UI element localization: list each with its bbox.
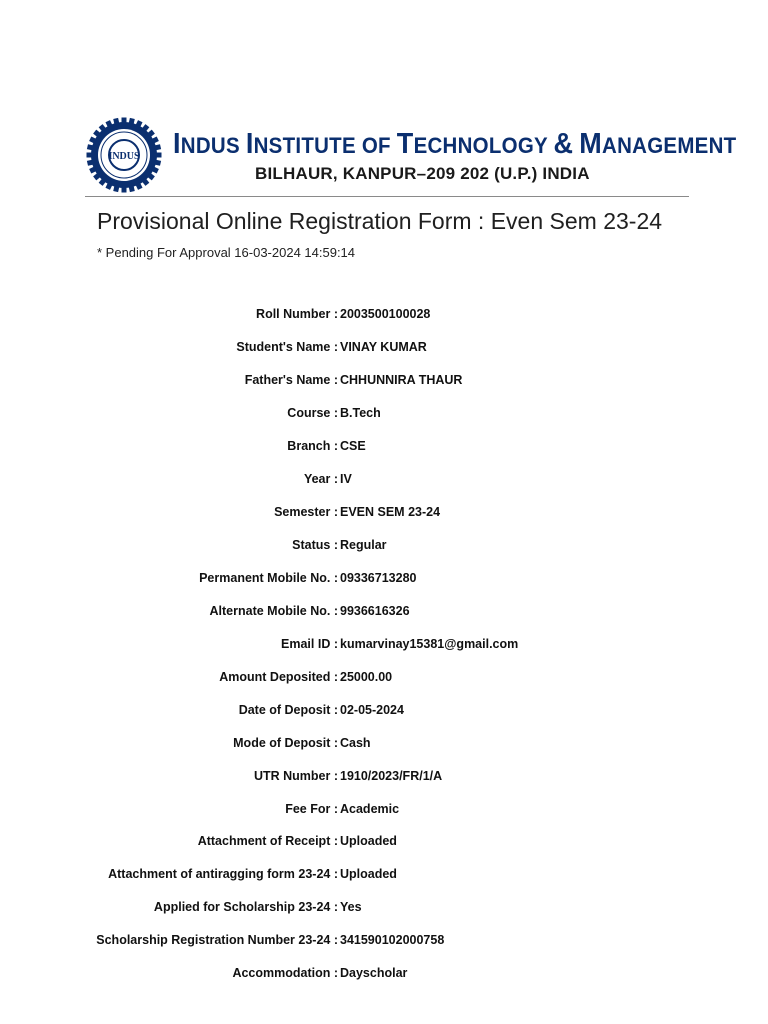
field-label: Semester : — [274, 505, 338, 520]
field-value: 2003500100028 — [340, 307, 431, 322]
registration-details — [0, 298, 768, 990]
field-label: Roll Number : — [256, 307, 338, 322]
field-label: Student's Name : — [236, 340, 338, 355]
field-value: kumarvinay15381@gmail.com — [340, 636, 519, 651]
field-value: 1910/2023/FR/1/A — [340, 768, 443, 783]
field-value: IV — [340, 472, 352, 487]
field-value: 02-05-2024 — [340, 702, 404, 717]
header-divider — [85, 196, 689, 197]
field-row — [0, 463, 768, 496]
field-label: Attachment of antiragging form 23-24 : — [108, 867, 338, 882]
field-row — [0, 825, 768, 858]
field-row — [0, 594, 768, 627]
field-label: Course : — [287, 406, 338, 421]
field-label: Permanent Mobile No. : — [199, 570, 338, 585]
institute-header — [85, 116, 737, 196]
field-row — [0, 562, 768, 595]
svg-text:INDUS: INDUS — [108, 151, 140, 162]
field-value: 341590102000758 — [340, 933, 445, 948]
field-value: EVEN SEM 23-24 — [340, 505, 441, 520]
field-row — [0, 364, 768, 397]
field-row — [0, 924, 768, 957]
field-row — [0, 726, 768, 759]
approval-status-note: * Pending For Approval 16-03-2024 14:59:14 — [97, 245, 356, 260]
field-label: Attachment of Receipt : — [197, 834, 338, 849]
field-value: Yes — [340, 900, 362, 915]
field-label: Branch : — [287, 439, 338, 454]
field-row — [0, 529, 768, 562]
field-value: B.Tech — [340, 406, 381, 421]
field-value: VINAY KUMAR — [340, 340, 427, 355]
field-row — [0, 660, 768, 693]
field-row — [0, 957, 768, 990]
field-value: 9936616326 — [340, 603, 410, 618]
field-label: Father's Name : — [244, 373, 338, 388]
field-label: Amount Deposited : — [219, 669, 338, 684]
field-label: Date of Deposit : — [238, 702, 338, 717]
field-row — [0, 430, 768, 463]
field-value: Academic — [340, 801, 400, 816]
field-value: CHHUNNIRA THAUR — [340, 373, 463, 388]
field-value: Dayscholar — [340, 966, 408, 981]
field-row — [0, 627, 768, 660]
field-row — [0, 858, 768, 891]
field-row — [0, 397, 768, 430]
field-value: Uploaded — [340, 867, 397, 882]
field-row — [0, 331, 768, 364]
field-label: Accommodation : — [232, 966, 338, 981]
institute-name: INDUS INSTITUTE OF TECHNOLOGY & MANAGEMENT — [173, 128, 737, 160]
field-label: Alternate Mobile No. : — [209, 603, 338, 618]
field-value: 25000.00 — [340, 669, 393, 684]
field-value: Regular — [340, 538, 387, 553]
field-value: Cash — [340, 735, 371, 750]
field-row — [0, 792, 768, 825]
field-row — [0, 298, 768, 331]
field-label: Scholarship Registration Number 23-24 : — [96, 933, 338, 948]
institute-seal-logo — [85, 116, 163, 194]
field-row — [0, 496, 768, 529]
field-label: Mode of Deposit : — [233, 735, 338, 750]
field-value: CSE — [340, 439, 366, 454]
field-row — [0, 891, 768, 924]
field-value: 09336713280 — [340, 570, 417, 585]
field-label: Status : — [292, 538, 338, 553]
field-label: Email ID : — [281, 636, 338, 651]
field-value: Uploaded — [340, 834, 397, 849]
form-title: Provisional Online Registration Form : Even Sem 23-24 — [97, 208, 663, 234]
field-label: Applied for Scholarship 23-24 : — [153, 900, 338, 915]
field-row — [0, 693, 768, 726]
field-label: Fee For : — [285, 801, 338, 816]
field-label: Year : — [303, 472, 338, 487]
institute-address: BILHAUR, KANPUR–209 202 (U.P.) INDIA — [255, 164, 590, 183]
field-label: UTR Number : — [253, 768, 338, 783]
field-row — [0, 759, 768, 792]
